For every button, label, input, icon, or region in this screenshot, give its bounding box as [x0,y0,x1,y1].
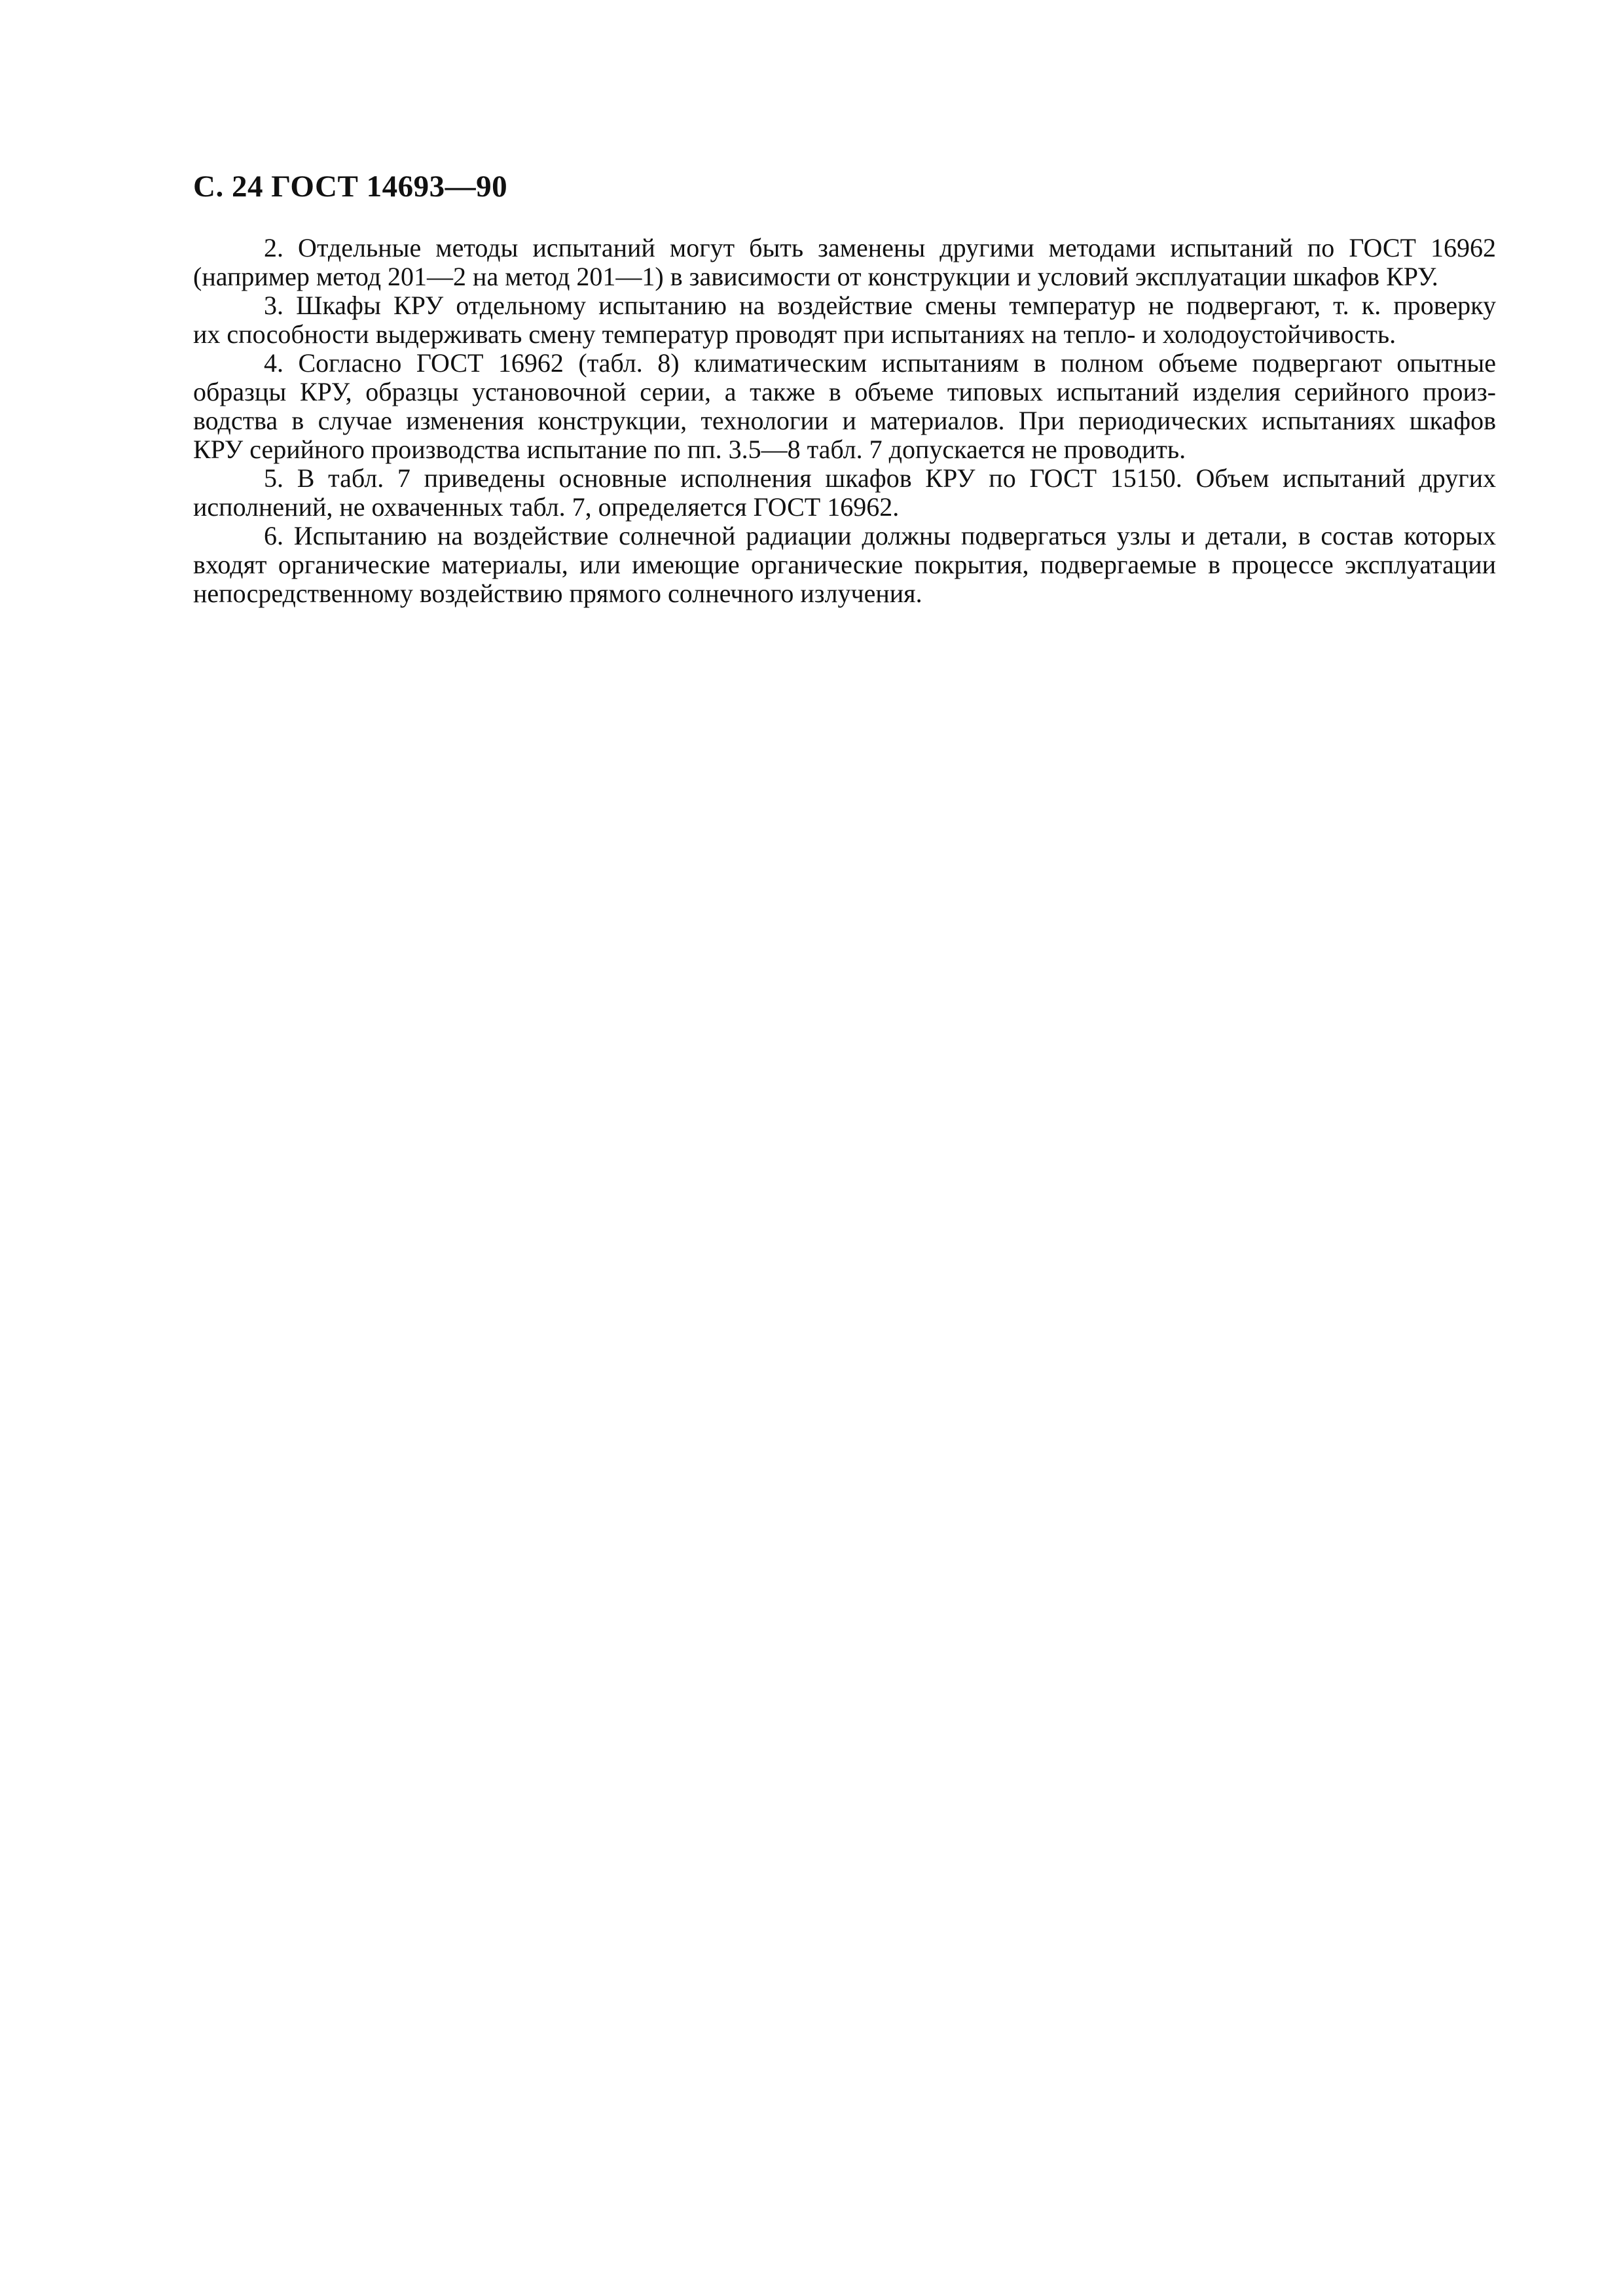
document-body [193,234,1496,608]
paragraph-line: 6. Испытанию на воздействие солнечной радиации должны подвергаться узлы и детали, в состав которых [264,521,1496,550]
paragraph-line: 3. Шкафы КРУ отдельному испытанию на воздействие смены температур не подвергают, т. к. проверку [264,291,1496,320]
paragraph-6 [193,522,1496,608]
paragraph-2 [193,234,1496,291]
paragraph-line: входят органические материалы, или имеющие органические покрытия, подвергаемые в процессе эксплуатации [193,550,1496,579]
paragraph-line: 4. Согласно ГОСТ 16962 (табл. 8) климатическим испытаниям в полном объеме подвергают опытные [264,348,1496,378]
paragraph-line: водства в случае изменения конструкции, технологии и материалов. При периодических испытаниях шкафов [193,406,1496,435]
paragraph-line: КРУ серийного производства испытание по пп. 3.5—8 табл. 7 допускается не проводить. [193,435,1186,464]
paragraph-line: исполнений, не охваченных табл. 7, определяется ГОСТ 16962. [193,492,900,522]
paragraph-line: 2. Отдельные методы испытаний могут быть заменены другими методами испытаний по ГОСТ 16962 [264,233,1496,262]
paragraph-line: 5. В табл. 7 приведены основные исполнения шкафов КРУ по ГОСТ 15150. Объем испытаний других [264,463,1496,493]
paragraph-5 [193,464,1496,522]
paragraph-line: непосредственному воздействию прямого солнечного излучения. [193,579,922,608]
paragraph-4 [193,349,1496,464]
paragraph-line: их способности выдерживать смену температур проводят при испытаниях на тепло- и холодоустойчивость. [193,319,1396,349]
paragraph-line: (например метод 201—2 на метод 201—1) в зависимости от конструкции и условий эксплуатации шкафов КРУ. [193,262,1438,291]
paragraph-3 [193,291,1496,349]
page-header: С. 24 ГОСТ 14693—90 [193,170,508,204]
paragraph-line: образцы КРУ, образцы установочной серии, а также в объеме типовых испытаний изделия серийного произ- [193,377,1496,406]
